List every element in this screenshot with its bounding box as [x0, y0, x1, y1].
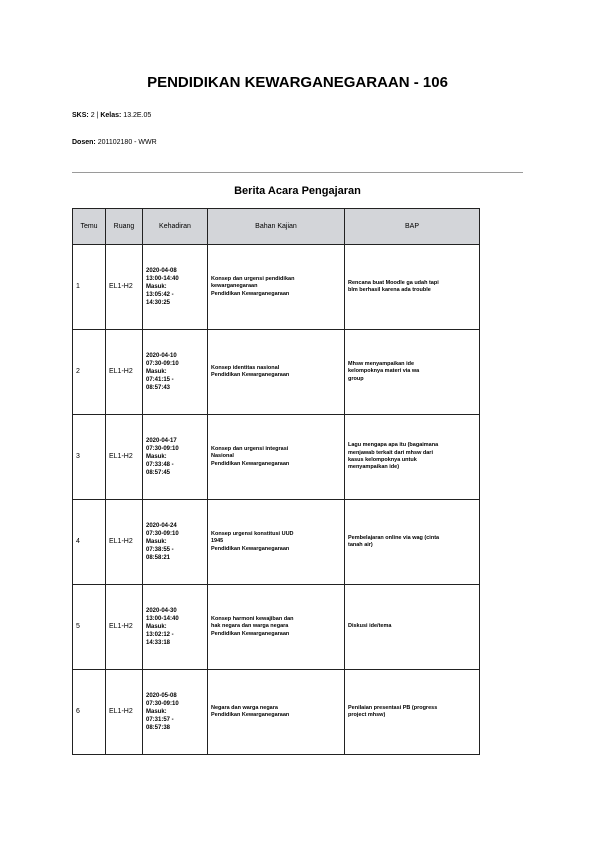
- kehadiran-line: 2020-04-24: [146, 522, 177, 529]
- cell-bahan-kajian: [208, 585, 345, 670]
- cell-ruang: EL1-H2: [106, 585, 143, 670]
- bap-line: kasus kelompoknya untuk: [348, 457, 417, 463]
- cell-temu: 6: [73, 670, 106, 755]
- bap-line: Rencana buat Moodle ga udah tapi: [348, 279, 439, 286]
- kehadiran-line: 08:57:45: [146, 470, 171, 477]
- bahan-kajian-line: Konsep harmoni kewajiban dan: [211, 615, 294, 622]
- cell-bahan-kajian: [208, 670, 345, 755]
- bap-line: Penilaian presentasi PB (progress: [348, 704, 438, 711]
- cell-temu: 5: [73, 585, 106, 670]
- kelas-value: 13.2E.05: [123, 112, 152, 119]
- bap-line: group: [348, 375, 364, 382]
- cell-bap: [345, 330, 480, 415]
- bahan-kajian-line: Pendidikan Kewarganegaraan: [211, 372, 290, 378]
- bahan-kajian-line: Pendidikan Kewarganegaraan: [211, 290, 290, 297]
- bap-line: menjawab terkait dari mhsw dari: [348, 449, 433, 456]
- bahan-kajian-line: hak negara dan warga negara: [211, 623, 289, 630]
- bahan-kajian-line: Konsep dan urgensi pendidikan: [211, 275, 295, 282]
- cell-ruang: EL1-H2: [106, 670, 143, 755]
- sks-value: 2: [90, 112, 95, 119]
- bap-line: Lagu mengapa apa itu (bagaimana: [348, 442, 439, 449]
- col-header-temu: Temu: [73, 209, 106, 245]
- table-row: [73, 245, 480, 330]
- bahan-kajian-line: Pendidikan Kewarganegaraan: [211, 712, 290, 718]
- bahan-kajian-line: Pendidikan Kewarganegaraan: [211, 630, 290, 637]
- bahan-kajian-line: Negara dan warga negara: [211, 704, 278, 711]
- separator: |: [96, 112, 99, 119]
- kehadiran-line: 2020-04-08: [146, 267, 177, 274]
- bahan-kajian-line: Konsep dan urgensi integrasi: [211, 445, 289, 452]
- cell-ruang: EL1-H2: [106, 500, 143, 585]
- kehadiran-line: Masuk:: [146, 453, 167, 460]
- kehadiran-line: 07:33:48 -: [146, 462, 174, 469]
- kehadiran-line: 2020-04-10: [146, 352, 177, 359]
- kehadiran-line: 08:58:21: [146, 555, 171, 562]
- kehadiran-line: 08:57:38: [146, 725, 171, 732]
- bap-line: Diskusi ide/tema: [348, 623, 392, 630]
- cell-temu: 4: [73, 500, 106, 585]
- kehadiran-line: Masuk:: [146, 283, 167, 290]
- kehadiran-line: Masuk:: [146, 538, 167, 545]
- cell-bap: [345, 245, 480, 330]
- cell-bahan-kajian: [208, 245, 345, 330]
- dosen-label: Dosen:: [72, 139, 96, 146]
- kehadiran-line: 07:30-09:10: [146, 530, 179, 537]
- bahan-kajian-line: Konsep identitas nasional: [211, 364, 280, 371]
- col-header-bahan-kajian: Bahan Kajian: [208, 209, 345, 245]
- kehadiran-line: Masuk:: [146, 368, 167, 375]
- cell-kehadiran: [143, 245, 208, 330]
- kehadiran-line: 14:30:25: [146, 300, 171, 307]
- kehadiran-line: 13:00-14:40: [146, 275, 179, 282]
- bap-line: Pembelajaran online via wag (cinta: [348, 534, 440, 541]
- kehadiran-line: 07:30-09:10: [146, 445, 179, 452]
- bahan-kajian-line: Konsep urgensi konstitusi UUD: [211, 530, 294, 537]
- cell-kehadiran: [143, 670, 208, 755]
- cell-kehadiran: [143, 585, 208, 670]
- cell-bap: [345, 670, 480, 755]
- cell-kehadiran: [143, 415, 208, 500]
- kehadiran-line: 07:30-09:10: [146, 360, 179, 367]
- table-row: [73, 415, 480, 500]
- cell-temu: 1: [73, 245, 106, 330]
- kehadiran-line: 13:00-14:40: [146, 615, 179, 622]
- kehadiran-line: 07:30-09:10: [146, 700, 179, 707]
- cell-bap: [345, 415, 480, 500]
- bap-line: blm berhasil karena ada trouble: [348, 287, 431, 293]
- table-row: [73, 585, 480, 670]
- cell-kehadiran: [143, 500, 208, 585]
- bap-line: menyampaikan ide): [348, 464, 400, 471]
- bahan-kajian-line: Pendidikan Kewarganegaraan: [211, 460, 290, 467]
- bap-line: Mhsw menyampaikan ide: [348, 360, 415, 367]
- cell-ruang: EL1-H2: [106, 330, 143, 415]
- bahan-kajian-line: 1945: [211, 538, 224, 545]
- cell-bap: [345, 500, 480, 585]
- cell-bahan-kajian: [208, 415, 345, 500]
- course-info: [72, 112, 151, 119]
- cell-temu: 2: [73, 330, 106, 415]
- kehadiran-line: 14:33:18: [146, 640, 171, 647]
- kehadiran-line: 13:02:12 -: [146, 632, 174, 639]
- kehadiran-line: 07:38:55 -: [146, 547, 174, 554]
- kehadiran-line: 07:41:15 -: [146, 377, 174, 384]
- dosen-value: 201102180 - WWR: [97, 139, 157, 146]
- kehadiran-line: 13:05:42 -: [146, 292, 174, 299]
- kelas-label: Kelas:: [100, 112, 122, 119]
- page-title: PENDIDIKAN KEWARGANEGARAAN - 106: [147, 74, 448, 91]
- dosen-info: [72, 139, 157, 146]
- bahan-kajian-line: kewarganegaraan: [211, 283, 258, 290]
- cell-temu: 3: [73, 415, 106, 500]
- bap-line: tanah air): [348, 542, 373, 548]
- bap-table: [72, 208, 480, 755]
- bap-line: kelompoknya materi via wa: [348, 368, 420, 375]
- section-title: Berita Acara Pengajaran: [234, 185, 361, 197]
- kehadiran-line: 2020-04-30: [146, 607, 177, 614]
- col-header-bap: BAP: [345, 209, 480, 245]
- kehadiran-line: 08:57:43: [146, 385, 171, 392]
- col-header-kehadiran: Kehadiran: [143, 209, 208, 245]
- table-row: [73, 330, 480, 415]
- table-row: [73, 500, 480, 585]
- table-header-row: [73, 209, 480, 245]
- bahan-kajian-line: Pendidikan Kewarganegaraan: [211, 545, 290, 552]
- cell-ruang: EL1-H2: [106, 245, 143, 330]
- sks-label: SKS:: [72, 112, 89, 119]
- kehadiran-line: 07:31:57 -: [146, 717, 174, 724]
- bap-line: project mhsw): [348, 712, 386, 718]
- bahan-kajian-line: Nasional: [211, 453, 234, 460]
- col-header-ruang: Ruang: [106, 209, 143, 245]
- cell-bahan-kajian: [208, 330, 345, 415]
- cell-bahan-kajian: [208, 500, 345, 585]
- cell-ruang: EL1-H2: [106, 415, 143, 500]
- kehadiran-line: 2020-05-08: [146, 692, 177, 699]
- kehadiran-line: Masuk:: [146, 708, 167, 715]
- cell-bap: [345, 585, 480, 670]
- table-row: [73, 670, 480, 755]
- cell-kehadiran: [143, 330, 208, 415]
- kehadiran-line: 2020-04-17: [146, 437, 177, 444]
- divider: [72, 172, 523, 173]
- kehadiran-line: Masuk:: [146, 623, 167, 630]
